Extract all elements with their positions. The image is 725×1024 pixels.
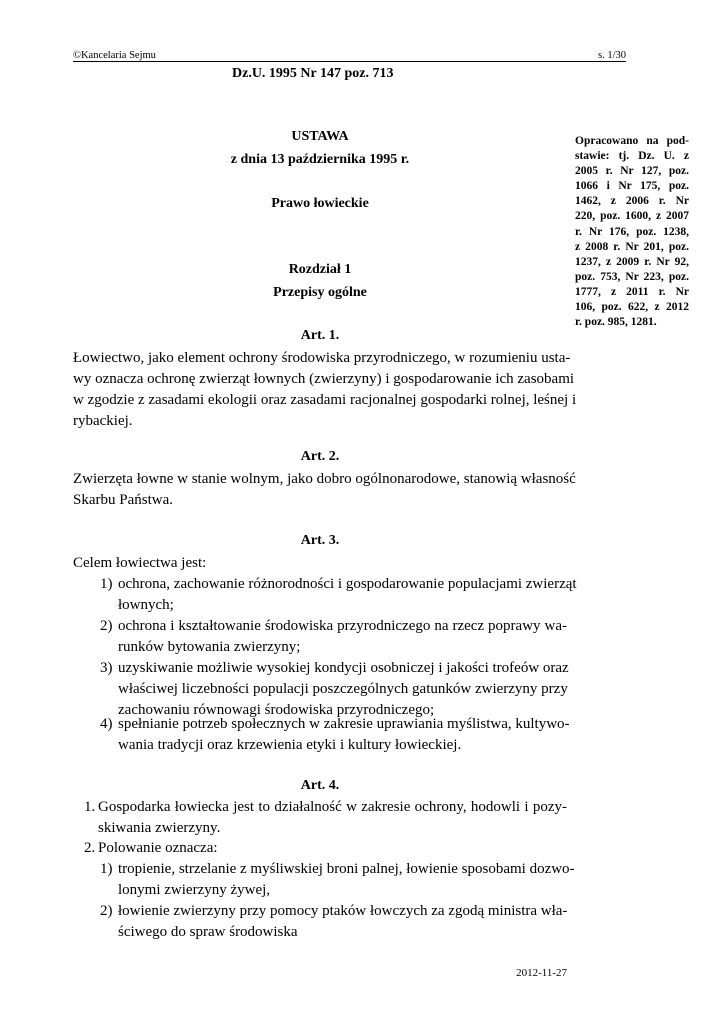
text-line: w zgodzie z zasadami ekologii oraz zasadami racjonalnej gospodarki rolnej, leśnej i bbox=[73, 392, 577, 408]
text-line: ochrona, zachowanie różnorodności i gospodarowanie populacjami zwierząt bbox=[118, 576, 577, 592]
header-rule bbox=[73, 61, 626, 62]
text-line: Polowanie oznacza: bbox=[98, 840, 218, 856]
item-number: 3) bbox=[100, 660, 113, 676]
text-line: łowienie zwierzyny przy pomocy ptaków łowczych za zgodą ministra wła- bbox=[118, 903, 568, 919]
item-number: 4) bbox=[100, 716, 113, 732]
item-number: 1) bbox=[100, 576, 113, 592]
sidebar-note bbox=[575, 134, 689, 330]
text-line: Celem łowiectwa jest: bbox=[73, 555, 207, 571]
act-name: Prawo łowieckie bbox=[271, 196, 369, 211]
sidebar-line: r. poz. 985, 1281. bbox=[575, 316, 657, 329]
sidebar-line: 2005 r. Nr 127, poz. bbox=[575, 165, 689, 178]
sidebar-line: r. Nr 176, poz. 1238, bbox=[575, 225, 689, 238]
art3-heading: Art. 3. bbox=[300, 533, 340, 548]
sidebar-line: 220, poz. 1600, z 2007 bbox=[575, 210, 689, 223]
sidebar-line: Opracowano na pod- bbox=[575, 135, 689, 147]
act-date: z dnia 13 października 1995 r. bbox=[230, 152, 410, 167]
art2-heading: Art. 2. bbox=[300, 449, 340, 464]
header-publisher: ©Kancelaria Sejmu bbox=[73, 50, 156, 61]
text-line: wania tradycji oraz krzewienia etyki i kultury łowieckiej. bbox=[118, 737, 462, 753]
sidebar-line: z 2008 r. Nr 201, poz. bbox=[575, 240, 689, 253]
sidebar-line: 1462, z 2006 r. Nr bbox=[575, 195, 689, 208]
art1-text bbox=[73, 348, 577, 432]
sidebar-line: 1777, z 2011 r. Nr bbox=[575, 285, 689, 298]
chapter-number: Rozdział 1 bbox=[288, 262, 352, 277]
text-line: runków bytowania zwierzyny; bbox=[118, 639, 301, 655]
sidebar-line: 1237, z 2009 r. Nr 92, bbox=[575, 255, 689, 268]
text-line: ściwego do spraw środowiska bbox=[118, 924, 298, 940]
text-line: wy oznacza ochronę zwierząt łownych (zwierzyny) i gospodarowanie ich zasobami bbox=[73, 371, 575, 387]
sidebar-line: stawie: tj. Dz. U. z bbox=[575, 150, 689, 163]
act-kind: USTAWA bbox=[291, 129, 349, 144]
footer-date: 2012-11-27 bbox=[516, 967, 567, 979]
text-line: Łowiectwo, jako element ochrony środowiska przyrodniczego, w rozumieniu usta- bbox=[73, 350, 571, 366]
header-page-number: s. 1/30 bbox=[597, 50, 626, 61]
sidebar-line: 1066 i Nr 175, poz. bbox=[575, 180, 689, 193]
text-line: zachowaniu równowagi środowiska przyrodniczego; bbox=[118, 702, 435, 718]
paragraph-number: 2. bbox=[84, 840, 96, 856]
text-line: właściwej liczebności populacji poszczególnych gatunków zwierzyny przy bbox=[118, 681, 568, 697]
chapter-name: Przepisy ogólne bbox=[273, 285, 367, 300]
item-number: 2) bbox=[100, 903, 113, 919]
art3-intro bbox=[73, 553, 567, 574]
art1-heading: Art. 1. bbox=[300, 328, 340, 343]
text-line: uzyskiwanie możliwie wysokiej kondycji osobniczej i jakości trofeów oraz bbox=[118, 660, 569, 676]
text-line: ochrona i kształtowanie środowiska przyrodniczego na rzecz poprawy wa- bbox=[118, 618, 567, 634]
text-line: lonymi zwierzyny żywej, bbox=[118, 882, 271, 898]
text-line: rybackiej. bbox=[73, 413, 133, 429]
item-number: 2) bbox=[100, 618, 113, 634]
paragraph-number: 1. bbox=[84, 799, 96, 815]
text-line: łownych; bbox=[118, 597, 174, 613]
art4-heading: Art. 4. bbox=[300, 778, 340, 793]
text-line: Zwierzęta łowne w stanie wolnym, jako dobro ogólnonarodowe, stanowią własność bbox=[73, 471, 576, 487]
text-line: Skarbu Państwa. bbox=[73, 492, 173, 508]
item-number: 1) bbox=[100, 861, 113, 877]
art2-text bbox=[73, 469, 576, 511]
sidebar-line: poz. 753, Nr 223, poz. bbox=[575, 270, 689, 283]
text-line: skiwania zwierzyny. bbox=[98, 820, 221, 836]
text-line: Gospodarka łowiecka jest to działalność w zakresie ochrony, hodowli i pozy- bbox=[98, 799, 567, 815]
text-line: spełnianie potrzeb społecznych w zakresie uprawiania myślistwa, kultywo- bbox=[118, 716, 570, 732]
text-line: tropienie, strzelanie z myśliwskiej broni palnej, łowienie sposobami dozwo- bbox=[118, 861, 575, 877]
journal-reference: Dz.U. 1995 Nr 147 poz. 713 bbox=[232, 66, 394, 81]
sidebar-line: 106, poz. 622, z 2012 bbox=[575, 301, 689, 314]
